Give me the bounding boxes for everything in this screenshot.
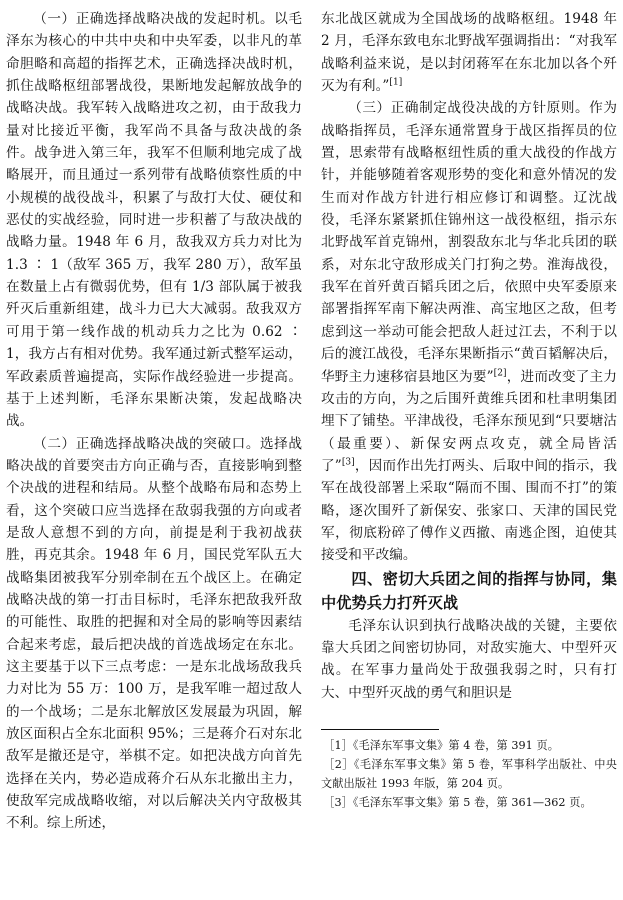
footnote-1: ［1］《毛泽东军事文集》第 4 卷，第 391 页。 [323, 738, 559, 752]
footnote-divider [321, 729, 439, 730]
footnote-3: ［3］《毛泽东军事文集》第 5 卷，第 361—362 页。 [323, 795, 592, 809]
paragraph-coordination: 毛泽东认识到执行战略决战的关键，主要依靠大兵团之间密切协同，对敌实施大、中型歼灭战。在军事力量尚处于敌强我弱之时，只有打大、中型歼灭战的勇气和胆识是 [321, 617, 617, 701]
footnote-2: ［2］《毛泽东军事文集》第 5 卷，军事科学出版社、中央文献出版社 1993 年版，第 204 页。 [321, 757, 617, 790]
paragraph-decisive-timing: （一）正确选择战略决战的发起时机。以毛泽东为核心的中共中央和中央军委，以非凡的革命胆略和高超的指挥艺术，正确选择决战时机，抓住战略枢纽部署战役，果断地发起解放战争的战略决战。我军转入战略进攻之初，由于敌我力量对比接近平衡，我军尚不具备与敌决战的条件。战争进入第三年，我军不但顺利地完成了战略展开，而且通过一系列带有战略侦察性质的中小规模的战役战斗，积累了与敌打大仗、硬仗和恶仗的实战经验，同时进一步积蓄了与敌决战的战略力量。1948 年 6 月，敌我双方兵力对比为 1.3 ∶ 1（敌军 365 万，我军 280 万），敌军虽在数量上占有微弱优势，但有 1/3 部队属于被我歼灭后重新组建，战斗力已大大减弱。敌我双方可用于第一线作战的机动兵力之比为 0.62 ∶ 1，我方占有相对优势。我军通过新式整军运动，军政素质普遍提高，实际作战经验进一步提高。基于上述判断，毛泽东果断决策，发起战略决战。 [6, 11, 302, 430]
footnote-ref-3: [3] [341, 457, 355, 468]
section-heading: 四、密切大兵团之间的指挥与协同，集中优势兵力打歼灭战 [321, 569, 617, 612]
paragraph-text: （三）正确制定战役决战的方针原则。作为战略指挥员，毛泽东通常置身于战区指挥员的位置，思索带有战略枢纽性质的重大战役的作战方针，并能够随着客观形势的变化和意外情况的发生而对作战方针进行相应修订和调整。辽沈战役，毛泽东紧紧抓住锦州这一战役枢纽，指示东北野战军首克锦州，割裂敌东北与华北兵团的联系，对东北守敌形成关门打狗之势。淮海战役，我军在首歼黄百韬兵团之后，依照中央军委原来部署指挥军南下解决两淮、高宝地区之敌，但考虑到这一举动可能会把敌人赶过江去，不利于以后的渡江战役，毛泽东果断指示“黄百韬解决后，华野主力速移宿县地区为要” [321, 100, 617, 385]
paragraph-northeast-continuation [321, 8, 617, 97]
right-column [321, 8, 617, 812]
paragraph-campaign-principles [321, 97, 617, 566]
paragraph-text: ，因而作出先打两头、后取中间的指示，我军在战役部署上采取“隔而不围、围而不打”的策略，逐次围歼了新保安、张家口、天津的国民党军，彻底粉碎了傅作义西撤、南逃企图，迫使其接受和平改编。 [321, 457, 617, 564]
paragraph-text: 东北战区就成为全国战场的战略枢纽。1948 年 2 月，毛泽东致电东北野战军强调指出：“对我军战略利益来说，是以封闭蒋军在东北加以各个歼灭为有利。” [321, 11, 617, 95]
footnote-ref-1: [1] [389, 77, 403, 88]
footnote-ref-2: [2] [493, 367, 507, 378]
paragraph-breakthrough-point: （二）正确选择战略决战的突破口。选择战略决战的首要突击方向正确与否，直接影响到整个决战的进程和结局。从整个战略布局和态势上看，这个突破口应当选择在敌弱我强的方向或者是敌人意想不到的方向，前提是利于我初战获胜，再克其余。1948 年 6 月，国民党军队五大战略集团被我军分别牵制在五个战区上。在确定战略决战的第一打击目标时，毛泽东把敌我歼敌的可能性、取胜的把握和对全局的影响等因素结合起来考虑，最后把决战的首选战场定在东北。这主要基于以下三点考虑：一是东北战场敌我兵力对比为 55 万：100 万，是我军唯一超过敌人的一个战场；二是东北解放区发展最为巩固，解放区面积占全东北面积 95%；三是蒋介石对东北敌军是撤还是守，举棋不定。如把决战方向首先选择在关内，势必造成蒋介石从东北撤出主力，使敌军完成战略收缩，对以后解决关内守敌极其不利。综上所述， [6, 435, 302, 832]
left-column [6, 8, 302, 835]
paragraph-text: ，进而改变了主力攻击的方向，为之后围歼黄维兵团和杜聿明集团埋下了铺垫。平津战役，毛泽东预见到“只要塘沽（最重要）、新保安两点攻克，就全局皆活了” [321, 368, 617, 474]
